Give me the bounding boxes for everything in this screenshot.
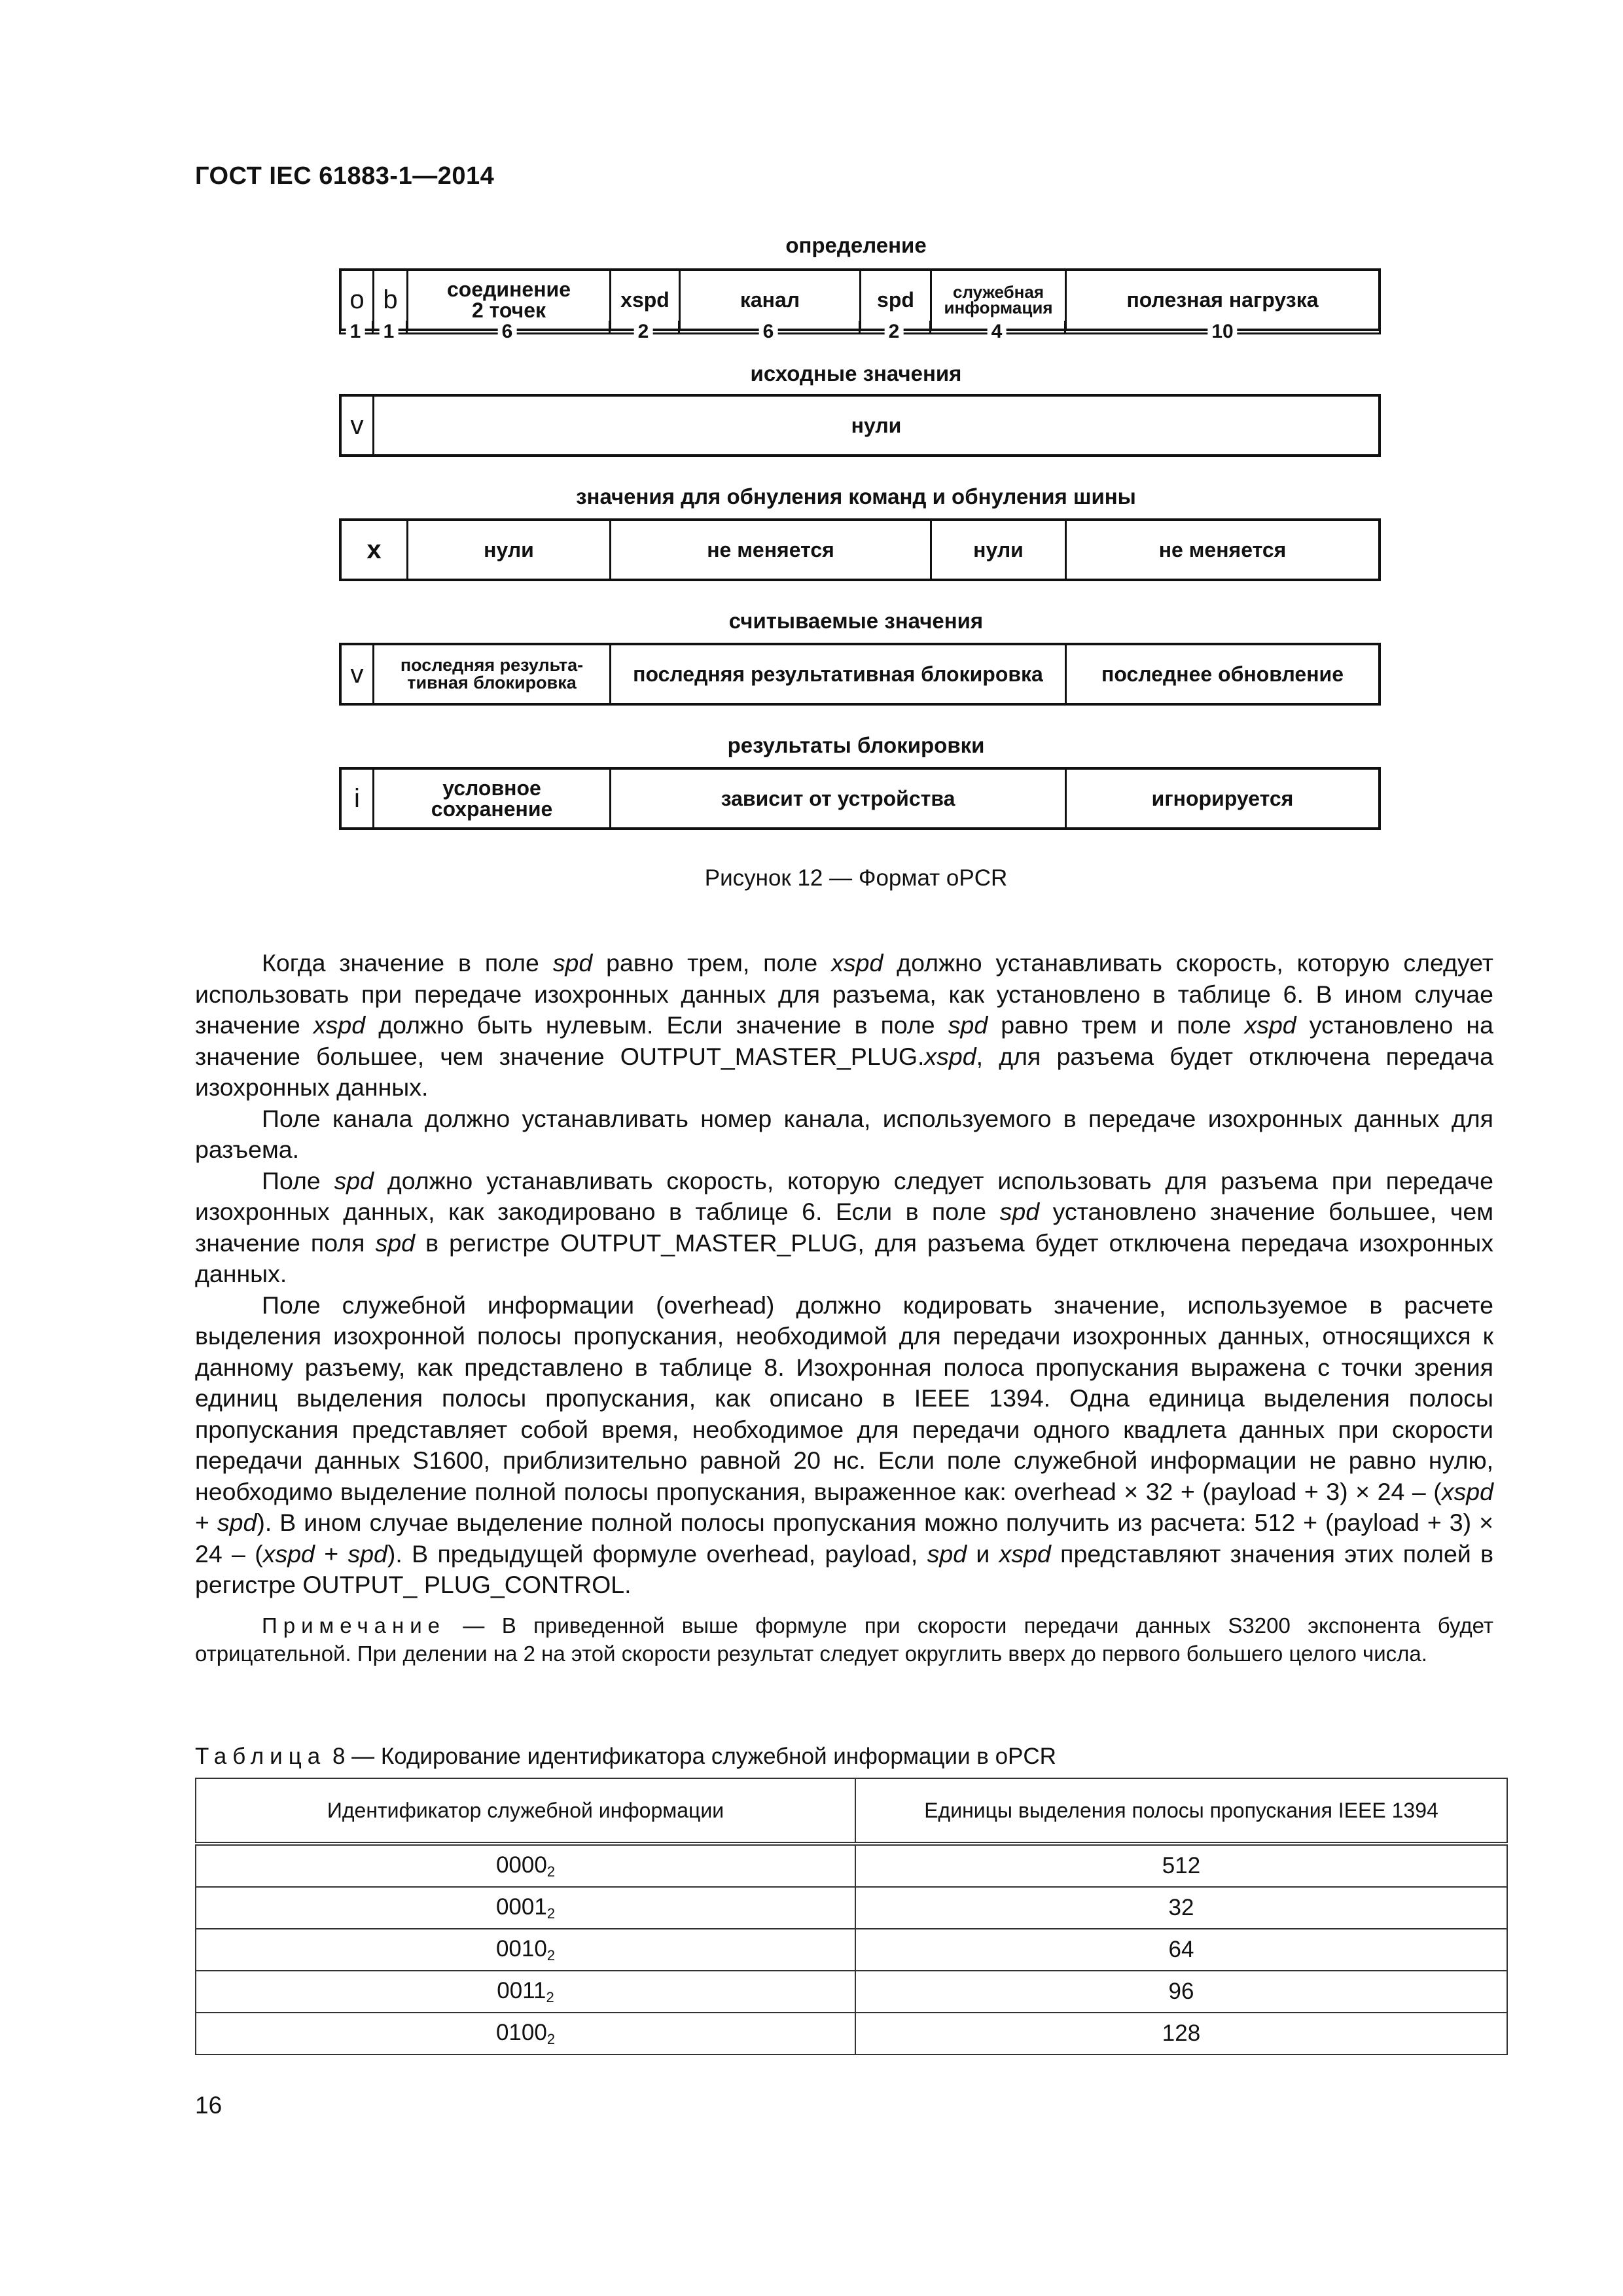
section-title-reset: значения для обнуления команд и обнуления шины: [576, 484, 1136, 509]
bit-width-ruler: [339, 321, 1381, 347]
table-header-row: [196, 1778, 1507, 1844]
bit-width-payload: 10: [1064, 321, 1381, 347]
field-p2p: [408, 271, 611, 329]
field-overhead: [932, 271, 1067, 329]
cell-bandwidth-units: 64: [855, 1929, 1507, 1971]
section-title-definition: определение: [785, 233, 927, 257]
paragraph-4: Поле служебной информации (overhead) должно кодировать значение, используемое в расчете выделения изохронной полосы пропускания, необходимой для передачи изохронных данных, относящихся к данному разъему, как представлено в таблице 8. Изохронная полоса пропускания выражена с точки зрения единиц выделения полосы пропускания, как описано в IEEE 1394. Одна единица выделения полосы пропускания представляет собой время, необходимое для передачи одного квадлета данных при скорости передачи данных S1600, приблизительно равной 20 нс. Если поле служебной информации не равно нулю, необходимо выделение полной полосы пропускания, выраженное как: overhead × 32 + (payload + 3) × 24 – (xspd + spd). В ином случае выделение полной полосы пропускания можно получить из расчета: 512 + (payload + 3) × 24 – (xspd + spd). В предыдущей формуле overhead, payload, spd и xspd представляют значения этих полей в регистре OUTPUT_ PLUG_CONTROL.: [195, 1291, 1493, 1598]
cell-bandwidth-units: 128: [855, 2013, 1507, 2054]
cell-overhead-id: $0011_2$: [196, 1971, 855, 2013]
table-row: [196, 1971, 1507, 2013]
bit-width-o: 1: [339, 321, 372, 347]
field-read-v: v: [342, 645, 374, 703]
field-overhead-line2: информация: [944, 298, 1053, 317]
field-last-lock-line2: тивная блокировка: [407, 673, 577, 692]
cell-bandwidth-units: 96: [855, 1971, 1507, 2013]
table-title: 8 — Кодирование идентификатора служебной информации в oPCR: [332, 1744, 1056, 1769]
cell-bandwidth-units: 32: [855, 1887, 1507, 1929]
section-title-initial: исходные значения: [750, 361, 962, 386]
paragraph-1: Когда значение в поле spd равно трем, поле xspd должно устанавливать скорость, которую следует использовать при передаче изохронных данных для разъема, как установлено в таблице 6. В ином случае значение xspd должно быть нулевым. Если значение в поле spd равно трем и поле xspd установлено на значение большее, чем значение OUTPUT_MASTER_PLUG.xspd, для разъема будет отключена передача изохронных данных.: [195, 949, 1494, 1101]
field-spd: spd: [861, 271, 932, 329]
initial-row: [339, 394, 1381, 457]
body-text: [195, 948, 1493, 1601]
cell-overhead-id: $0000_2$: [196, 1844, 855, 1887]
field-p2p-line1: соединение: [446, 278, 571, 301]
table-label: Таблица: [195, 1744, 327, 1769]
field-conditional-store: [374, 770, 611, 827]
header-overhead-id: Идентификатор служебной информации: [196, 1778, 855, 1844]
field-x: x: [342, 521, 408, 579]
field-device-dependent: зависит от устройства: [611, 770, 1067, 827]
cell-overhead-id: $0010_2$: [196, 1929, 855, 1971]
table-row: [196, 2013, 1507, 2054]
field-ignored: игнорируется: [1151, 787, 1294, 810]
table-row: [196, 1844, 1507, 1887]
section-title-lock: результаты блокировки: [727, 733, 985, 757]
bit-width-b: 1: [372, 321, 406, 347]
field-o: o: [342, 271, 374, 329]
field-i: i: [342, 770, 374, 827]
note: [195, 1611, 1493, 1668]
field-b: b: [374, 271, 408, 329]
field-xspd: xspd: [611, 271, 681, 329]
field-payload: полезная нагрузка: [1126, 288, 1319, 312]
field-last-lock: [374, 645, 611, 703]
field-reset-unchanged-1: не меняется: [611, 521, 932, 579]
lock-row: [339, 767, 1381, 830]
table-caption: [195, 1744, 1056, 1770]
field-channel: канал: [681, 271, 861, 329]
field-last-lock-line1: последняя результа-: [400, 655, 584, 675]
bit-width-spd: 2: [859, 321, 929, 347]
field-reset-unchanged-2: не меняется: [1158, 538, 1287, 562]
cell-overhead-id: $0001_2$: [196, 1887, 855, 1929]
cell-bandwidth-units: 512: [855, 1844, 1507, 1887]
bit-width-channel: 6: [678, 321, 859, 347]
field-last-update: последнее обновление: [1101, 662, 1344, 686]
page-number: 16: [195, 2092, 223, 2119]
cell-overhead-id: $0100_2$: [196, 2013, 855, 2054]
field-reset-zeros-2: нули: [932, 521, 1067, 579]
document-header: ГОСТ IEC 61883-1—2014: [195, 162, 495, 190]
read-row: [339, 643, 1381, 706]
field-v: v: [342, 397, 374, 454]
section-title-read: считываемые значения: [728, 609, 984, 633]
field-conditional-store-line2: сохранение: [431, 797, 553, 821]
field-overhead-line1: служебная: [952, 282, 1044, 302]
header-bandwidth-units: Единицы выделения полосы пропускания IEEE 1394: [855, 1778, 1507, 1844]
bit-width-xspd: 2: [609, 321, 678, 347]
paragraph-3: Поле spd должно устанавливать скорость, которую следует использовать для разъема при передаче изохронных данных, как закодировано в таблице 6. Если в поле spd установлено значение большее, чем значение поля spd в регистре OUTPUT_MASTER_PLUG, для разъема будет отключена передача изохронных данных.: [195, 1166, 1494, 1287]
note-label: Примечание: [262, 1613, 446, 1638]
overhead-id-table: [195, 1778, 1508, 2055]
paragraph-2: Поле канала должно устанавливать номер канала, используемого в передаче изохронных данных для разъема.: [195, 1104, 1493, 1163]
bit-width-p2p: 6: [406, 321, 609, 347]
table-row: [196, 1887, 1507, 1929]
table-row: [196, 1929, 1507, 1971]
note-text: — В приведенной выше формуле при скорости передачи данных S3200 экспонента будет отрицательной. При делении на 2 на этой скорости результат следует округлить вверх до первого большего целого числа.: [195, 1613, 1494, 1666]
bit-width-overhead: 4: [929, 321, 1064, 347]
field-p2p-line2: 2 точек: [471, 298, 546, 322]
field-zeros: нули: [851, 414, 902, 437]
field-last-lock-2: последняя результативная блокировка: [611, 645, 1067, 703]
reset-row: [339, 518, 1381, 581]
field-conditional-store-line1: условное: [442, 776, 541, 800]
field-reset-zeros-1: нули: [408, 521, 611, 579]
figure-caption: Рисунок 12 — Формат oPCR: [704, 865, 1008, 891]
